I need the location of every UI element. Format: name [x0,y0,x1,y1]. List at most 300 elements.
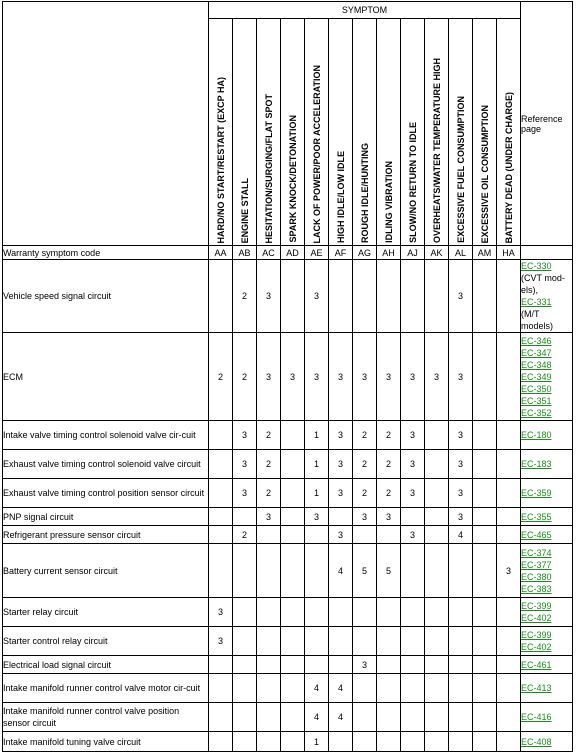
table-row [3,333,573,421]
priority-cell [209,508,233,526]
priority-cell [401,544,425,598]
priority-cell [257,598,281,627]
priority-cell: 3 [401,526,425,544]
priority-cell: 3 [281,333,305,421]
priority-cell: 1 [305,732,329,752]
table-row [3,674,573,703]
priority-cell [401,627,425,656]
priority-cell [281,627,305,656]
priority-cell [473,598,497,627]
priority-cell: 3 [449,508,473,526]
priority-cell [233,732,257,752]
item-name: PNP signal circuit [3,508,209,526]
reference-link[interactable]: EC-383 [521,583,552,594]
priority-cell: 2 [353,450,377,479]
priority-cell [305,526,329,544]
priority-cell [281,703,305,732]
priority-cell [329,627,353,656]
priority-cell [497,598,521,627]
symptom-code-ac: AC [257,246,281,260]
priority-cell [257,627,281,656]
priority-cell [497,656,521,674]
symptom-label: BATTERY DEAD (UNDER CHARGE) [503,91,514,243]
priority-cell [473,260,497,333]
priority-cell [497,526,521,544]
priority-cell [449,656,473,674]
symptom-label: OVERHEATS/WATER TEMPERATURE HIGH [431,57,442,243]
symptom-label: EXCESSIVE FUEL CONSUMPTION [455,96,466,243]
priority-cell [473,544,497,598]
priority-cell [425,544,449,598]
priority-cell: 2 [257,450,281,479]
reference-link[interactable]: EC-347 [521,347,552,358]
priority-cell [209,260,233,333]
symptom-code-ah: AH [377,246,401,260]
priority-cell [377,627,401,656]
priority-cell: 3 [305,508,329,526]
priority-cell: 3 [449,450,473,479]
priority-cell [209,656,233,674]
item-name: Battery current sensor circuit [3,544,209,598]
priority-cell [425,703,449,732]
priority-cell [305,627,329,656]
item-name: Refrigerant pressure sensor circuit [3,526,209,544]
priority-cell [425,260,449,333]
priority-cell [449,674,473,703]
priority-cell [329,732,353,752]
priority-cell [281,479,305,508]
priority-cell [209,526,233,544]
symptom-label: EXCESSIVE OIL CONSUMPTION [479,104,490,243]
priority-cell: 2 [233,260,257,333]
reference-link[interactable]: EC-352 [521,407,552,418]
symptom-header-ak [425,19,449,246]
item-name: Starter control relay circuit [3,627,209,656]
priority-cell [425,479,449,508]
priority-cell [377,260,401,333]
priority-cell [449,544,473,598]
item-name: Exhaust valve timing control position sensor circuit [3,479,209,508]
reference-link[interactable]: EC-399 [521,601,552,611]
priority-cell [281,544,305,598]
reference-link[interactable]: EC-399 [521,630,552,640]
priority-cell [209,732,233,752]
priority-cell [473,450,497,479]
reference-cell [521,732,573,752]
priority-cell [353,627,377,656]
priority-cell [377,703,401,732]
reference-cell [521,674,573,703]
priority-cell [233,598,257,627]
reference-link[interactable]: EC-416 [521,712,552,722]
priority-cell [401,598,425,627]
priority-cell: 3 [209,627,233,656]
priority-cell [377,674,401,703]
priority-cell: 3 [329,333,353,421]
priority-cell [473,732,497,752]
priority-cell [233,703,257,732]
symptom-table [2,1,573,752]
priority-cell [425,450,449,479]
priority-cell: 3 [209,598,233,627]
reference-cell [521,260,573,333]
table-row [3,260,573,333]
table-row [3,450,573,479]
reference-link[interactable]: EC-402 [521,613,552,623]
reference-cell [521,627,573,656]
table-body [3,260,573,752]
priority-cell [377,598,401,627]
reference-cell [521,479,573,508]
symptom-label: HESITATION/SURGING/FLAT SPOT [263,93,274,243]
table-row [3,479,573,508]
reference-link[interactable]: EC-465 [521,529,552,540]
priority-cell: 3 [353,656,377,674]
priority-cell: 3 [401,333,425,421]
priority-cell [281,421,305,450]
symptom-header-ha [497,19,521,246]
priority-cell [401,674,425,703]
item-name: Exhaust valve timing control solenoid valve circuit [3,450,209,479]
priority-cell [497,421,521,450]
priority-cell: 4 [329,544,353,598]
priority-cell: 3 [305,333,329,421]
priority-cell [257,703,281,732]
priority-cell: 2 [353,421,377,450]
priority-cell: 3 [233,450,257,479]
priority-cell [425,508,449,526]
symptom-title: SYMPTOM [209,2,521,19]
table-row [3,732,573,752]
priority-cell [209,421,233,450]
item-name: Vehicle speed signal circuit [3,260,209,333]
reference-cell [521,508,573,526]
symptom-code-ag: AG [353,246,377,260]
priority-cell: 3 [401,479,425,508]
priority-cell [497,508,521,526]
priority-cell [497,479,521,508]
priority-cell [209,544,233,598]
priority-cell: 2 [377,421,401,450]
reference-link[interactable]: EC-180 [521,430,552,440]
symptom-code-al: AL [449,246,473,260]
symptom-code-aa: AA [209,246,233,260]
priority-cell: 3 [233,421,257,450]
reference-note: els), [521,285,539,295]
priority-cell [257,732,281,752]
warranty-code-row [3,246,573,260]
reference-note: (CVT mod- [521,273,565,283]
reference-link[interactable]: EC-349 [521,371,552,382]
reference-link[interactable]: EC-330 [521,261,552,271]
priority-cell [449,627,473,656]
symptom-label: IDLING VIBRATION [383,161,394,243]
priority-cell [353,260,377,333]
priority-cell: 3 [401,421,425,450]
corner-cell [3,2,209,246]
priority-cell [281,674,305,703]
priority-cell [329,656,353,674]
priority-cell [305,544,329,598]
priority-cell: 3 [377,333,401,421]
priority-cell [401,732,425,752]
symptom-header-am [473,19,497,246]
priority-cell [281,260,305,333]
table-row [3,544,573,598]
priority-cell [449,598,473,627]
symptom-label: ROUGH IDLE/HUNTING [359,143,370,243]
symptom-code-ab: AB [233,246,257,260]
symptom-label: ENGINE STALL [239,177,250,243]
reference-link[interactable]: EC-461 [521,659,552,670]
priority-cell [233,656,257,674]
priority-cell [281,598,305,627]
reference-link[interactable]: EC-377 [521,559,552,570]
priority-cell [233,508,257,526]
priority-cell: 3 [257,508,281,526]
reference-link[interactable]: EC-348 [521,359,552,370]
priority-cell: 3 [329,450,353,479]
symptom-header-ab [233,19,257,246]
priority-cell [281,732,305,752]
priority-cell: 3 [233,479,257,508]
priority-cell [281,508,305,526]
priority-cell [257,526,281,544]
item-name: Intake valve timing control solenoid valve cir-cuit [3,421,209,450]
table-row [3,627,573,656]
reference-cell [521,544,573,598]
priority-cell [425,656,449,674]
priority-cell [401,508,425,526]
reference-cell [521,421,573,450]
symptom-code-ad: AD [281,246,305,260]
symptom-header-al [449,19,473,246]
priority-cell: 3 [401,450,425,479]
priority-cell: 5 [353,544,377,598]
reference-link[interactable]: EC-351 [521,395,552,406]
priority-cell: 1 [305,479,329,508]
reference-cell [521,703,573,732]
priority-cell: 3 [329,526,353,544]
priority-cell [425,627,449,656]
reference-cell [521,526,573,544]
priority-cell: 4 [305,674,329,703]
priority-cell [209,703,233,732]
symptom-header-ah [377,19,401,246]
priority-cell [329,598,353,627]
priority-cell [425,598,449,627]
priority-cell [473,508,497,526]
priority-cell [329,260,353,333]
priority-cell: 1 [305,450,329,479]
priority-cell: 5 [377,544,401,598]
table-row [3,526,573,544]
priority-cell [353,703,377,732]
priority-cell: 3 [329,421,353,450]
priority-cell [425,526,449,544]
priority-cell [473,656,497,674]
priority-cell [473,333,497,421]
item-name: ECM [3,333,209,421]
priority-cell [233,627,257,656]
priority-cell [353,526,377,544]
priority-cell [473,703,497,732]
priority-cell [497,627,521,656]
symptom-header-ac [257,19,281,246]
priority-cell: 3 [257,260,281,333]
symptom-header-ae [305,19,329,246]
reference-cell [521,656,573,674]
reference-note: (M/T models) [521,309,554,331]
warranty-code-label: Warranty symptom code [3,246,209,260]
priority-cell: 3 [353,508,377,526]
priority-cell: 4 [449,526,473,544]
priority-cell [305,598,329,627]
symptom-code-af: AF [329,246,353,260]
priority-cell [377,656,401,674]
priority-cell [257,656,281,674]
priority-cell [353,598,377,627]
symptom-code-am: AM [473,246,497,260]
symptom-header-ad [281,19,305,246]
priority-cell [353,674,377,703]
priority-cell [209,450,233,479]
priority-cell: 2 [209,333,233,421]
reference-link[interactable]: EC-331 [521,297,552,307]
item-name: Electrical load signal circuit [3,656,209,674]
priority-cell [449,703,473,732]
table-row [3,656,573,674]
reference-link[interactable]: EC-359 [521,488,552,498]
priority-cell [233,674,257,703]
priority-cell: 3 [449,333,473,421]
priority-cell [425,674,449,703]
priority-cell: 3 [425,333,449,421]
reference-link[interactable]: EC-346 [521,335,552,346]
priority-cell: 3 [257,333,281,421]
priority-cell [497,333,521,421]
priority-cell [497,260,521,333]
priority-cell [281,450,305,479]
priority-cell: 3 [449,421,473,450]
item-name: Intake manifold tuning valve circuit [3,732,209,752]
symptom-code-ae: AE [305,246,329,260]
symptom-header-ag [353,19,377,246]
priority-cell [473,479,497,508]
priority-cell [473,627,497,656]
priority-cell: 3 [449,260,473,333]
priority-cell: 2 [353,479,377,508]
priority-cell [257,544,281,598]
reference-link[interactable]: EC-380 [521,571,552,582]
reference-link[interactable]: EC-374 [521,547,552,558]
symptom-label: SLOW/NO RETURN TO IDLE [407,122,418,243]
priority-cell [233,544,257,598]
symptom-label: LACK OF POWER/POOR ACCELERATION [311,64,322,243]
priority-cell [473,421,497,450]
priority-cell [377,526,401,544]
priority-cell: 2 [377,450,401,479]
priority-cell: 3 [305,260,329,333]
priority-cell [281,656,305,674]
priority-cell [449,732,473,752]
priority-cell: 3 [497,544,521,598]
priority-cell [497,450,521,479]
priority-cell: 3 [353,333,377,421]
priority-cell [209,479,233,508]
reference-link[interactable]: EC-183 [521,459,552,469]
item-name: Starter relay circuit [3,598,209,627]
reference-cell [521,450,573,479]
table-row [3,421,573,450]
table-row [3,598,573,627]
table-row [3,703,573,732]
symptom-header-aj [401,19,425,246]
priority-cell: 2 [257,421,281,450]
priority-cell: 3 [329,479,353,508]
priority-cell [497,703,521,732]
symptom-code-aj: AJ [401,246,425,260]
priority-cell [401,656,425,674]
priority-cell: 1 [305,421,329,450]
symptom-label: HIGH IDLE/LOW IDLE [335,151,346,243]
priority-cell [377,732,401,752]
priority-cell: 2 [233,333,257,421]
priority-cell: 2 [233,526,257,544]
priority-cell [353,732,377,752]
priority-cell [473,526,497,544]
priority-cell [257,674,281,703]
priority-cell: 3 [377,508,401,526]
priority-cell [425,421,449,450]
symptom-label: SPARK KNOCK/DETONATION [287,115,298,243]
symptom-label: HARD/NO START/RESTART (EXCP HA) [215,76,226,243]
priority-cell: 2 [377,479,401,508]
symptom-header-aa [209,19,233,246]
priority-cell: 4 [305,703,329,732]
priority-cell [425,732,449,752]
priority-cell [209,674,233,703]
priority-cell [305,656,329,674]
priority-cell [281,526,305,544]
priority-cell [401,703,425,732]
symptom-code-ha: HA [497,246,521,260]
reference-link[interactable]: EC-413 [521,683,552,693]
priority-cell [497,674,521,703]
reference-link[interactable]: EC-408 [521,736,552,747]
table-row [3,508,573,526]
priority-cell: 3 [449,479,473,508]
priority-cell: 4 [329,674,353,703]
priority-cell [473,674,497,703]
reference-cell [521,333,573,421]
priority-cell: 4 [329,703,353,732]
reference-page-header: Reference page [521,2,573,246]
item-name: Intake manifold runner control valve position sensor circuit [3,703,209,732]
symptom-code-ak: AK [425,246,449,260]
item-name: Intake manifold runner control valve motor cir-cuit [3,674,209,703]
reference-link[interactable]: EC-402 [521,642,552,652]
symptom-header-af [329,19,353,246]
reference-cell [521,598,573,627]
priority-cell [329,508,353,526]
reference-link[interactable]: EC-350 [521,383,552,394]
priority-cell [497,732,521,752]
priority-cell: 2 [257,479,281,508]
reference-link[interactable]: EC-355 [521,511,552,522]
code-row-reference-cell [521,246,573,260]
priority-cell [401,260,425,333]
